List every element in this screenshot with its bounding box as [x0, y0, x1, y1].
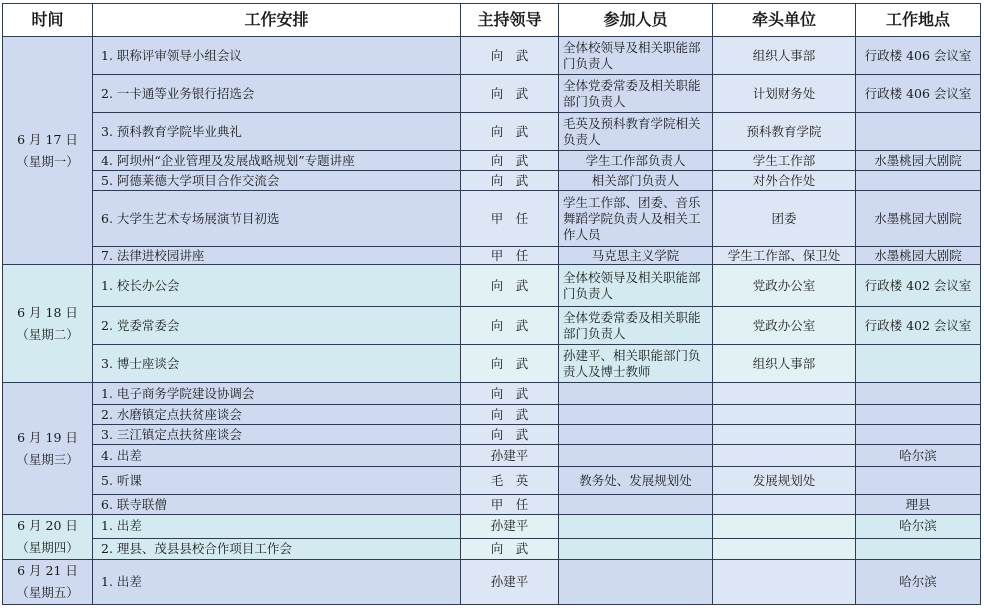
- leader-cell: 孙建平: [461, 515, 559, 539]
- unit-cell: 组织人事部: [713, 345, 856, 383]
- participants-cell: [559, 515, 713, 539]
- participants-cell: [559, 405, 713, 425]
- header-row: [3, 4, 981, 37]
- task-cell: 6. 大学生艺术专场展演节目初选: [93, 191, 461, 247]
- participants-cell: [559, 425, 713, 445]
- task-cell: 1. 电子商务学院建设协调会: [93, 383, 461, 405]
- task-cell: 2. 理县、茂县县校合作项目工作会: [93, 538, 461, 559]
- schedule-row: [3, 538, 981, 559]
- task-cell: 2. 一卡通等业务银行招选会: [93, 75, 461, 113]
- day-date: 6 月 19 日: [17, 429, 78, 445]
- task-cell: 7. 法律进校园讲座: [93, 247, 461, 265]
- header-task: 工作安排: [93, 4, 461, 37]
- schedule-row: [3, 307, 981, 345]
- task-cell: 1. 职称评审领导小组会议: [93, 37, 461, 75]
- leader-cell: 向 武: [461, 113, 559, 151]
- leader-cell: 向 武: [461, 538, 559, 559]
- day-date: 6 月 20 日: [17, 518, 78, 533]
- task-cell: 2. 党委常委会: [93, 307, 461, 345]
- location-cell: [856, 383, 981, 405]
- location-cell: [856, 425, 981, 445]
- location-cell: 理县: [856, 495, 981, 515]
- task-cell: 3. 三江镇定点扶贫座谈会: [93, 425, 461, 445]
- leader-cell: 孙建平: [461, 445, 559, 467]
- day-weekday: （星期三）: [16, 451, 79, 467]
- task-cell: 5. 阿德莱德大学项目合作交流会: [93, 171, 461, 191]
- task-cell: 4. 出差: [93, 445, 461, 467]
- location-cell: 行政楼 402 会议室: [856, 307, 981, 345]
- schedule-row: [3, 560, 981, 605]
- leader-cell: 向 武: [461, 345, 559, 383]
- schedule-row: [3, 495, 981, 515]
- participants-cell: 相关部门负责人: [559, 171, 713, 191]
- leader-cell: 向 武: [461, 75, 559, 113]
- schedule-row: [3, 405, 981, 425]
- unit-cell: [713, 445, 856, 467]
- location-cell: [856, 467, 981, 495]
- schedule-table: [2, 3, 981, 605]
- schedule-row: [3, 515, 981, 539]
- day-date: 6 月 18 日: [17, 304, 78, 320]
- day-cell: [3, 515, 93, 560]
- day-weekday: （星期四）: [16, 540, 79, 555]
- day-date: 6 月 17 日: [17, 131, 78, 147]
- location-cell: [856, 538, 981, 559]
- unit-cell: [713, 515, 856, 539]
- schedule-row: [3, 345, 981, 383]
- unit-cell: 组织人事部: [713, 37, 856, 75]
- schedule-row: [3, 37, 981, 75]
- location-cell: [856, 345, 981, 383]
- schedule-row: [3, 75, 981, 113]
- schedule-row: [3, 151, 981, 171]
- leader-cell: 向 武: [461, 37, 559, 75]
- leader-cell: 向 武: [461, 151, 559, 171]
- schedule-row: [3, 467, 981, 495]
- schedule-row: [3, 265, 981, 307]
- leader-cell: 孙建平: [461, 560, 559, 605]
- day-weekday: （星期二）: [16, 326, 79, 342]
- task-cell: 6. 联寺联僧: [93, 495, 461, 515]
- location-cell: 哈尔滨: [856, 445, 981, 467]
- participants-cell: [559, 383, 713, 405]
- header-time: 时间: [3, 4, 93, 37]
- header-participants: 参加人员: [559, 4, 713, 37]
- leader-cell: 毛 英: [461, 467, 559, 495]
- participants-cell: [559, 495, 713, 515]
- participants-cell: 全体校领导及相关职能部门负责人: [559, 265, 713, 307]
- schedule-row: [3, 383, 981, 405]
- participants-cell: 全体党委常委及相关职能部门负责人: [559, 75, 713, 113]
- participants-cell: 教务处、发展规划处: [559, 467, 713, 495]
- unit-cell: [713, 405, 856, 425]
- participants-cell: 全体校领导及相关职能部门负责人: [559, 37, 713, 75]
- participants-cell: 马克思主义学院: [559, 247, 713, 265]
- task-cell: 1. 校长办公会: [93, 265, 461, 307]
- unit-cell: 预科教育学院: [713, 113, 856, 151]
- location-cell: [856, 113, 981, 151]
- unit-cell: [713, 560, 856, 605]
- unit-cell: 计划财务处: [713, 75, 856, 113]
- location-cell: 水墨桃园大剧院: [856, 191, 981, 247]
- unit-cell: 团委: [713, 191, 856, 247]
- unit-cell: [713, 383, 856, 405]
- participants-cell: 学生工作部负责人: [559, 151, 713, 171]
- task-cell: 3. 预科教育学院毕业典礼: [93, 113, 461, 151]
- header-leader: 主持领导: [461, 4, 559, 37]
- day-cell: [3, 560, 93, 605]
- day-weekday: （星期五）: [16, 585, 79, 600]
- leader-cell: 甲 任: [461, 191, 559, 247]
- task-cell: 5. 听课: [93, 467, 461, 495]
- day-cell: [3, 265, 93, 383]
- leader-cell: 向 武: [461, 383, 559, 405]
- leader-cell: 向 武: [461, 307, 559, 345]
- schedule-row: [3, 171, 981, 191]
- participants-cell: 孙建平、相关职能部门负责人及博士教师: [559, 345, 713, 383]
- schedule-row: [3, 445, 981, 467]
- task-cell: 4. 阿坝州“企业管理及发展战略规划”专题讲座: [93, 151, 461, 171]
- task-cell: 1. 出差: [93, 560, 461, 605]
- header-unit: 牵头单位: [713, 4, 856, 37]
- location-cell: 水墨桃园大剧院: [856, 151, 981, 171]
- location-cell: 行政楼 406 会议室: [856, 75, 981, 113]
- unit-cell: 党政办公室: [713, 307, 856, 345]
- unit-cell: 学生工作部: [713, 151, 856, 171]
- schedule-row: [3, 191, 981, 247]
- participants-cell: [559, 445, 713, 467]
- day-weekday: （星期一）: [16, 153, 79, 169]
- leader-cell: 向 武: [461, 265, 559, 307]
- location-cell: 行政楼 406 会议室: [856, 37, 981, 75]
- participants-cell: 毛英及预科教育学院相关负责人: [559, 113, 713, 151]
- day-cell: [3, 383, 93, 515]
- schedule-row: [3, 247, 981, 265]
- participants-cell: 学生工作部、团委、音乐舞蹈学院负责人及相关工作人员: [559, 191, 713, 247]
- location-cell: 哈尔滨: [856, 560, 981, 605]
- header-location: 工作地点: [856, 4, 981, 37]
- unit-cell: [713, 425, 856, 445]
- unit-cell: [713, 538, 856, 559]
- leader-cell: 向 武: [461, 171, 559, 191]
- task-cell: 1. 出差: [93, 515, 461, 539]
- unit-cell: 学生工作部、保卫处: [713, 247, 856, 265]
- unit-cell: 党政办公室: [713, 265, 856, 307]
- leader-cell: 向 武: [461, 405, 559, 425]
- day-date: 6 月 21 日: [17, 563, 78, 578]
- unit-cell: [713, 495, 856, 515]
- schedule-row: [3, 113, 981, 151]
- task-cell: 3. 博士座谈会: [93, 345, 461, 383]
- location-cell: 水墨桃园大剧院: [856, 247, 981, 265]
- unit-cell: 发展规划处: [713, 467, 856, 495]
- location-cell: 哈尔滨: [856, 515, 981, 539]
- location-cell: 行政楼 402 会议室: [856, 265, 981, 307]
- participants-cell: [559, 560, 713, 605]
- schedule-body: [3, 37, 981, 605]
- participants-cell: [559, 538, 713, 559]
- task-cell: 2. 水磨镇定点扶贫座谈会: [93, 405, 461, 425]
- participants-cell: 全体党委常委及相关职能部门负责人: [559, 307, 713, 345]
- leader-cell: 甲 任: [461, 495, 559, 515]
- leader-cell: 向 武: [461, 425, 559, 445]
- unit-cell: 对外合作处: [713, 171, 856, 191]
- schedule-row: [3, 425, 981, 445]
- location-cell: [856, 405, 981, 425]
- day-cell: [3, 37, 93, 265]
- leader-cell: 甲 任: [461, 247, 559, 265]
- location-cell: [856, 171, 981, 191]
